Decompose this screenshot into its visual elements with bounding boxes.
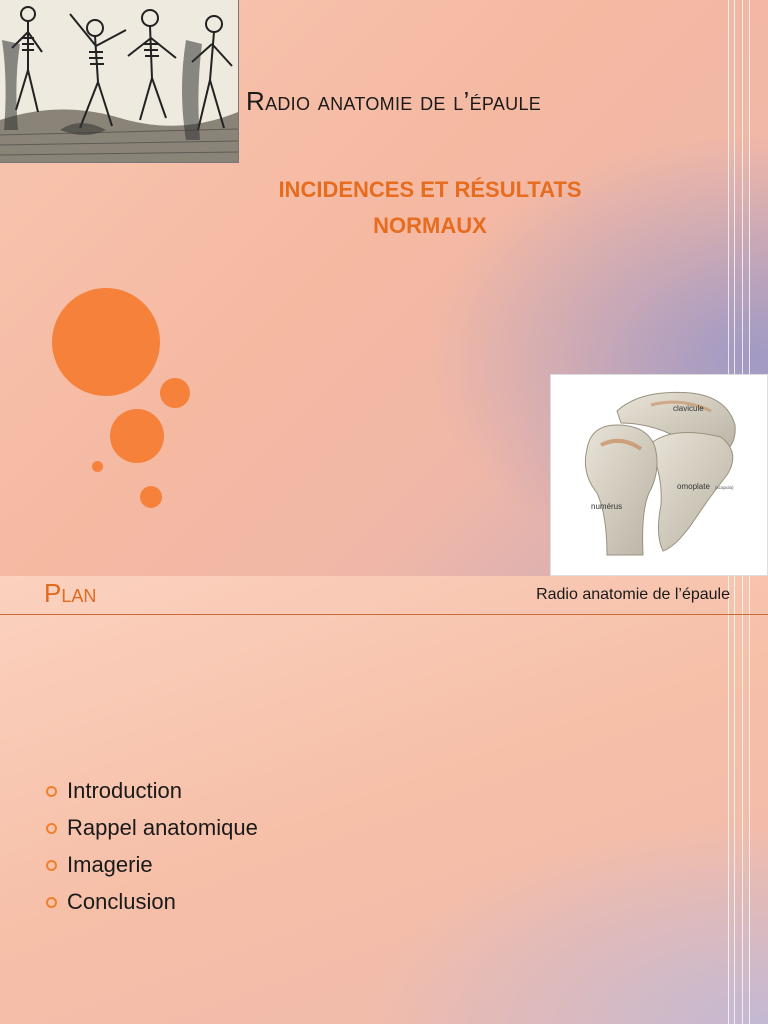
decorative-vertical-lines: [728, 576, 750, 1024]
decor-circle-small-1: [160, 378, 190, 408]
slide-title: Radio anatomie de l’épaule: [246, 86, 542, 116]
plan-title: Plan: [44, 578, 97, 608]
list-item-label: Imagerie: [67, 852, 153, 877]
shoulder-anatomy-image: [550, 374, 768, 576]
subtitle-line-2: NORMAUX: [373, 213, 487, 238]
label-omoplate-note: (scapula): [715, 485, 734, 490]
plan-slide: [0, 576, 768, 1024]
list-item: [44, 772, 258, 809]
label-clavicule: clavicule: [673, 404, 704, 413]
label-omoplate: omoplate: [677, 482, 710, 491]
shoulder-bones-illustration-icon: [551, 375, 767, 575]
skeletons-illustration-icon: [0, 0, 238, 162]
header-divider: [0, 614, 768, 615]
subtitle-line-1: INCIDENCES ET RÉSULTATS: [278, 177, 582, 202]
list-item: [44, 846, 258, 883]
decor-circle-large: [52, 288, 160, 396]
label-humerus: numérus: [591, 502, 623, 511]
list-item: [44, 883, 258, 920]
danse-macabre-woodcut-image: [0, 0, 239, 163]
plan-list: [44, 772, 258, 920]
bullet-icon: [46, 897, 57, 908]
plan-header-text: Radio anatomie de l’épaule: [536, 586, 730, 603]
decor-circle-small-2: [140, 486, 162, 508]
bullet-icon: [46, 786, 57, 797]
slide-subtitle: [180, 172, 680, 244]
list-item: [44, 809, 258, 846]
decor-circle-tiny: [92, 461, 103, 472]
list-item-label: Rappel anatomique: [67, 815, 258, 840]
bullet-icon: [46, 823, 57, 834]
decor-circle-medium: [110, 409, 164, 463]
list-item-label: Introduction: [67, 778, 182, 803]
list-item-label: Conclusion: [67, 889, 176, 914]
bullet-icon: [46, 860, 57, 871]
